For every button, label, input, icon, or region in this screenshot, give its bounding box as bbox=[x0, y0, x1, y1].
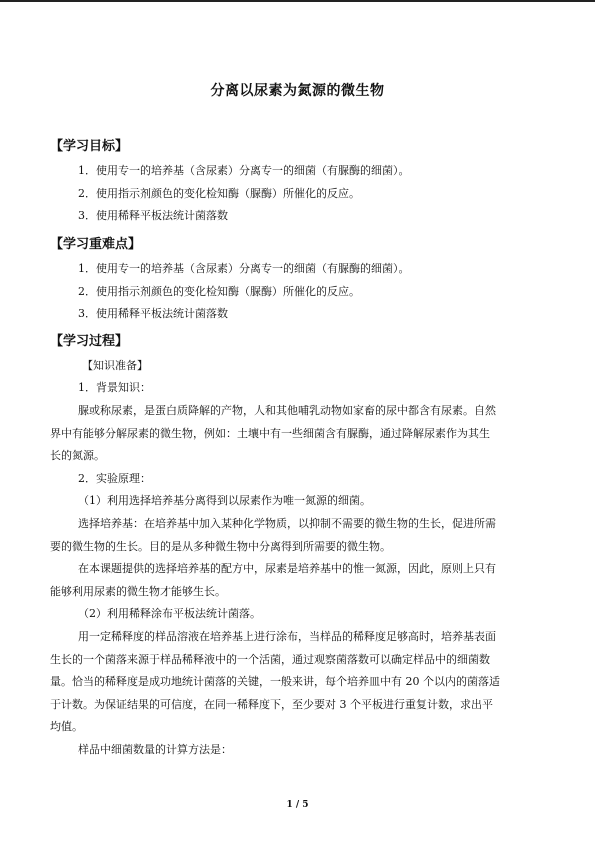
paragraph-line: 在本课题提供的选择培养基的配方中，尿素是培养基中的惟一氮源，因此，原则上只有 bbox=[78, 562, 496, 575]
paragraph-line: 选择培养基：在培养基中加入某种化学物质，以抑制不需要的微生物的生长，促进所需 bbox=[78, 517, 496, 530]
goal-item-1: 1．使用专一的培养基（含尿素）分离专一的细菌（有脲酶的细菌）。 bbox=[78, 164, 410, 177]
paragraph-line: 界中有能够分解尿素的微生物，例如：土壤中有一些细菌含有脲酶，通过降解尿素作为其生 bbox=[50, 427, 490, 440]
goal-item-2: 2．使用指示剂颜色的变化检知酶（脲酶）所催化的反应。 bbox=[78, 187, 360, 200]
paragraph-line: 要的微生物的生长。目的是从多种微生物中分离得到所需要的微生物。 bbox=[50, 540, 391, 553]
key-point-item-3: 3．使用稀释平板法统计菌落数 bbox=[78, 307, 228, 320]
key-point-item-2: 2．使用指示剂颜色的变化检知酶（脲酶）所催化的反应。 bbox=[78, 285, 360, 298]
paragraph-line: 于计数。为保证结果的可信度，在同一稀释度下，至少要对 3 个平板进行重复计数，求出平 bbox=[50, 698, 493, 711]
paragraph-line: （1）利用选择培养基分离得到以尿素作为唯一氮源的细菌。 bbox=[78, 494, 371, 507]
section-heading-goals: 【学习目标】 bbox=[50, 139, 129, 154]
paragraph-line: 长的氮源。 bbox=[50, 449, 105, 462]
paragraph-line: 1．背景知识： bbox=[78, 381, 151, 394]
paragraph-line: 样品中细菌数量的计算方法是： bbox=[78, 743, 232, 756]
paragraph-line: 用一定稀释度的样品溶液在培养基上进行涂布，当样品的稀释度足够高时，培养基表面 bbox=[78, 630, 496, 643]
paragraph-line: 均值。 bbox=[50, 720, 83, 733]
paragraph-line: 2．实验原理： bbox=[78, 472, 151, 485]
paragraph-line: 生长的一个菌落来源于样品稀释液中的一个活菌，通过观察菌落数可以确定样品中的细菌数 bbox=[50, 653, 490, 666]
subsection-label: 【知识准备】 bbox=[82, 359, 148, 372]
paragraph-line: 量。恰当的稀释度是成功地统计菌落的关键，一般来讲，每个培养皿中有 20 个以内的菌落适 bbox=[50, 675, 500, 688]
document-title: 分离以尿素为氮源的微生物 bbox=[210, 83, 385, 99]
section-heading-key-points: 【学习重难点】 bbox=[50, 237, 142, 252]
page-number: 1 / 5 bbox=[286, 800, 309, 810]
paragraph-line: 脲或称尿素，是蛋白质降解的产物，人和其他哺乳动物如家畜的尿中都含有尿素。自然 bbox=[78, 404, 496, 417]
paragraph-line: 能够利用尿素的微生物才能够生长。 bbox=[50, 585, 226, 598]
section-heading-process: 【学习过程】 bbox=[50, 334, 129, 349]
goal-item-3: 3．使用稀释平板法统计菌落数 bbox=[78, 209, 228, 222]
paragraph-line: （2）利用稀释涂布平板法统计菌落。 bbox=[78, 607, 261, 620]
key-point-item-1: 1．使用专一的培养基（含尿素）分离专一的细菌（有脲酶的细菌）。 bbox=[78, 262, 410, 275]
